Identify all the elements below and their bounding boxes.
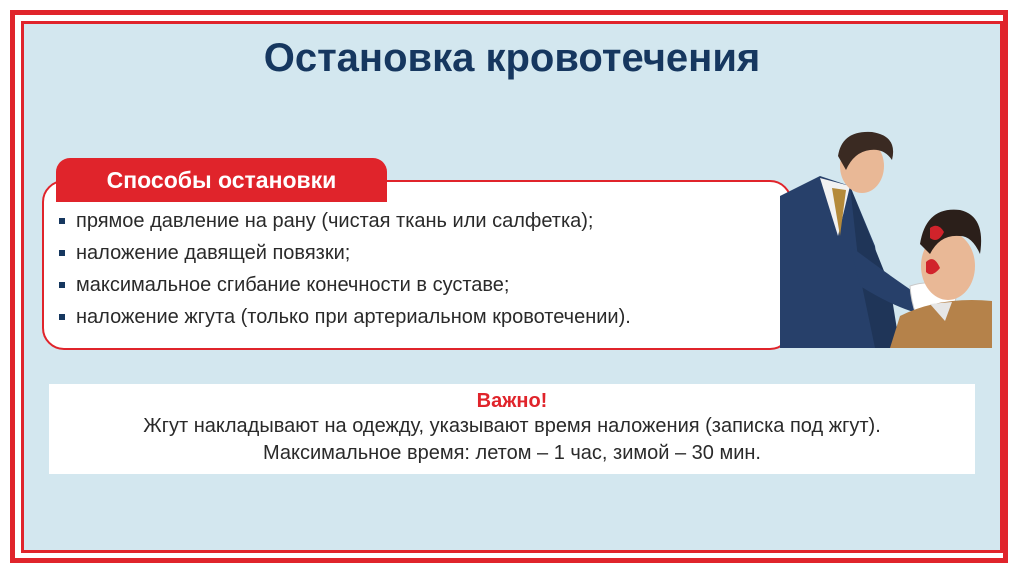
note-line-2: Максимальное время: летом – 1 час, зимой – 30 мин. bbox=[263, 442, 761, 464]
page-title: Остановка кровотечения bbox=[263, 36, 761, 80]
bullet-square-icon bbox=[59, 218, 65, 224]
methods-heading-tab bbox=[56, 158, 387, 202]
methods-list bbox=[58, 205, 631, 333]
important-note-box bbox=[49, 384, 975, 474]
list-item bbox=[58, 205, 631, 237]
first-aid-illustration bbox=[780, 126, 992, 348]
methods-heading: Способы остановки bbox=[106, 166, 337, 193]
list-item bbox=[58, 269, 631, 301]
bullet-square-icon bbox=[59, 250, 65, 256]
list-item-text: наложение давящей повязки; bbox=[76, 242, 351, 264]
note-line-1: Жгут накладывают на одежду, указывают время наложения (записка под жгут). bbox=[143, 415, 881, 437]
note-heading: Важно! bbox=[476, 390, 548, 412]
list-item bbox=[58, 237, 631, 269]
list-item-text: прямое давление на рану (чистая ткань или салфетка); bbox=[76, 210, 594, 232]
list-item-text: максимальное сгибание конечности в суставе; bbox=[76, 274, 510, 296]
bullet-square-icon bbox=[59, 314, 65, 320]
bullet-square-icon bbox=[59, 282, 65, 288]
list-item bbox=[58, 301, 631, 333]
list-item-text: наложение жгута (только при артериальном кровотечении). bbox=[76, 306, 631, 328]
